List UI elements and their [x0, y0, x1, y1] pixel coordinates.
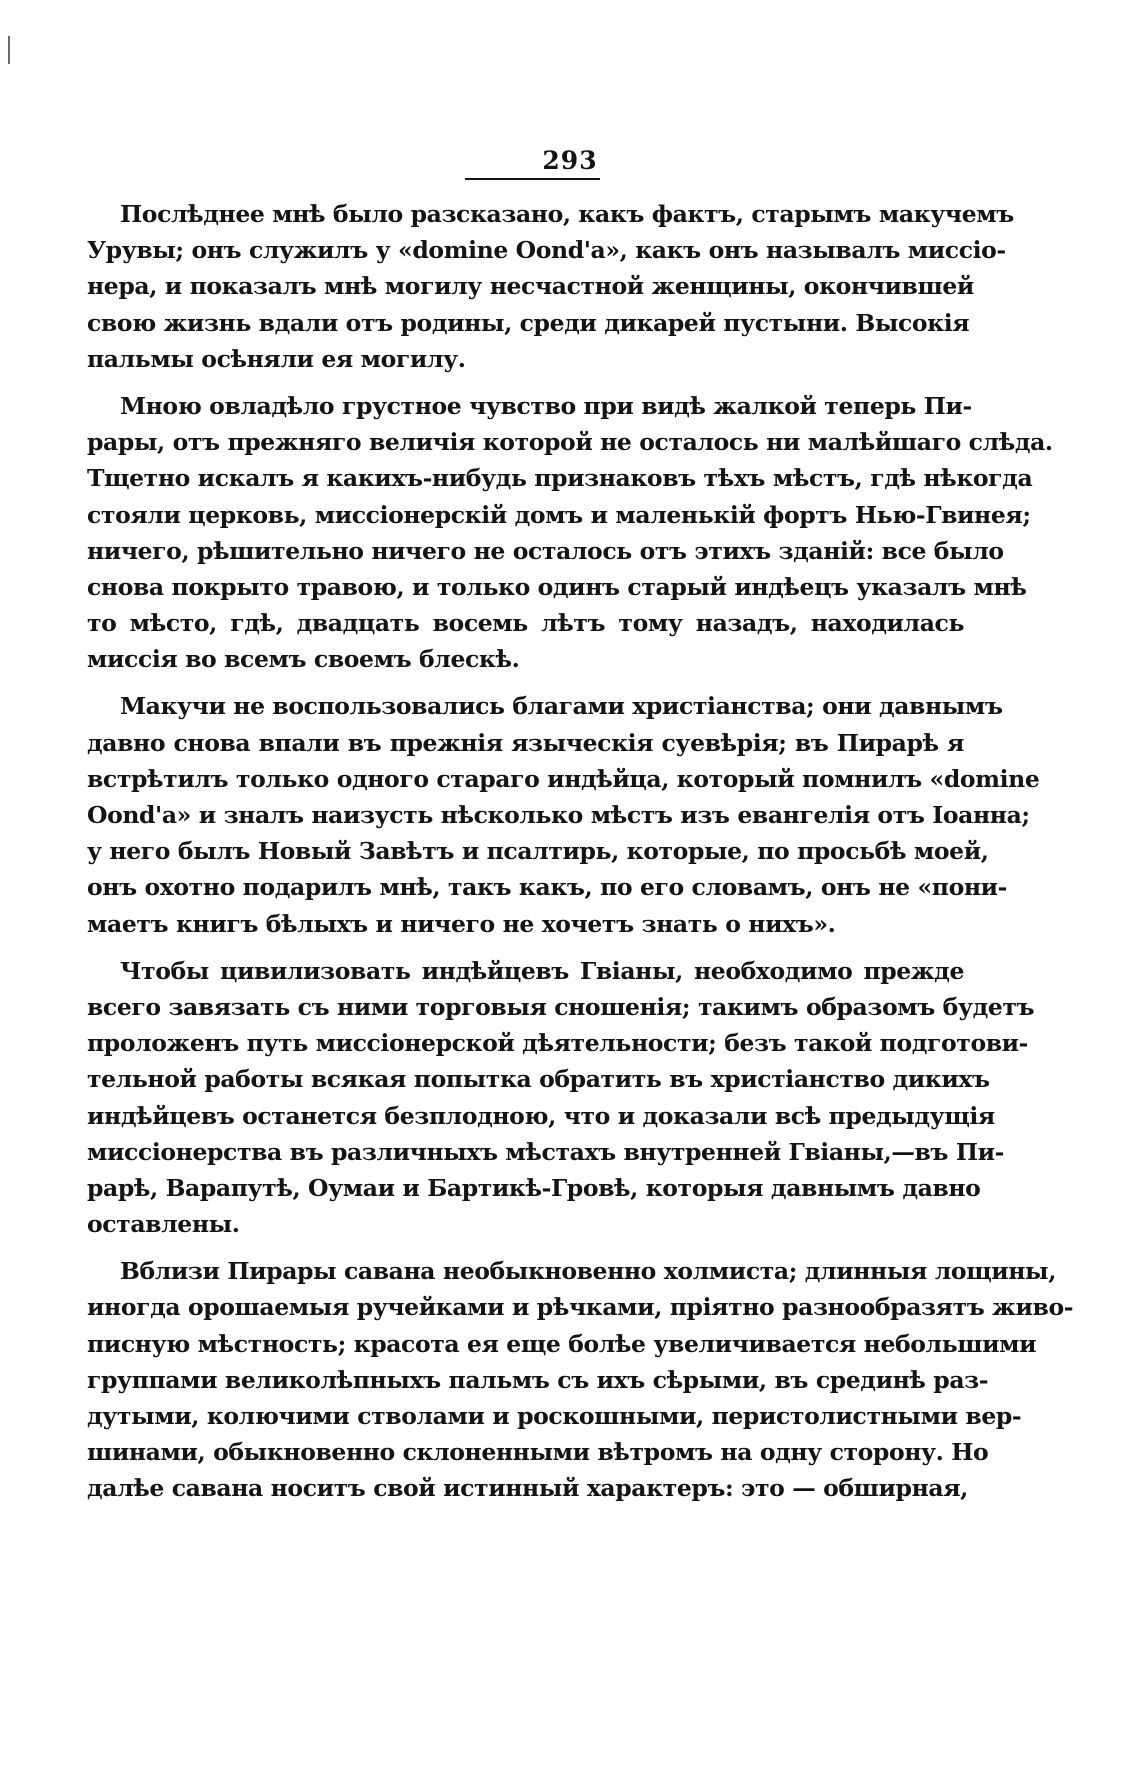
- text-line: Вблизи Пирары савана необыкновенно холмиста; длинныя лощины,: [120, 1257, 1056, 1286]
- text-line: свою жизнь вдали отъ родины, среди дикарей пустыни. Высокія: [87, 308, 970, 337]
- body-text: [87, 196, 1074, 1518]
- paragraph-4: [87, 953, 1035, 1243]
- paragraph-5: [87, 1253, 1074, 1506]
- text-line: индѣйцевъ останется безплодною, что и доказали всѣ предыдущія: [87, 1101, 995, 1130]
- scan-edge-mark: [8, 36, 10, 64]
- text-line: проложенъ путь миссіонерской дѣятельности; безъ такой подготови-: [87, 1029, 1029, 1058]
- text-line: маетъ книгъ бѣлыхъ и ничего не хочетъ знать о нихъ».: [87, 909, 836, 938]
- text-line: дутыми, колючими стволами и роскошными, перистолистными вер-: [87, 1402, 1022, 1430]
- text-line: стояли церковь, миссіонерскій домъ и маленькій фортъ Нью-Гвинея;: [87, 500, 1031, 529]
- text-line: пальмы осѣняли ея могилу.: [87, 344, 466, 373]
- text-line: у него былъ Новый Завѣтъ и псалтирь, которые, по просьбѣ моей,: [87, 837, 989, 866]
- text-line: Чтобы цивилизовать индѣйцевъ Гвіаны, необходимо прежде: [120, 956, 964, 985]
- text-line: Мною овладѣло грустное чувство при видѣ жалкой теперь Пи-: [120, 391, 972, 420]
- text-line: шинами, обыкновенно склоненными вѣтромъ на одну сторону. Но: [87, 1438, 989, 1467]
- text-line: иногда орошаемыя ручейками и рѣчками, пріятно разнообразятъ живо-: [87, 1293, 1074, 1322]
- text-line: Урувы; онъ служилъ у «domine Oond'a», какъ онъ называлъ миссіо-: [87, 236, 1006, 265]
- text-line: рарѣ, Варапутѣ, Оумаи и Бартикѣ-Гровѣ, которыя давнымъ давно: [87, 1173, 981, 1202]
- text-line: тельной работы всякая попытка обратить въ христіанство дикихъ: [87, 1065, 990, 1094]
- text-line: Макучи не воспользовались благами христіанства; они давнымъ: [120, 692, 1003, 721]
- text-line: рары, отъ прежняго величія которой не осталось ни малѣйшаго слѣда.: [87, 428, 1053, 457]
- page-number: 293: [542, 146, 598, 175]
- text-line: то мѣсто, гдѣ, двадцать восемь лѣтъ тому назадъ, находилась: [87, 609, 964, 638]
- text-line: Послѣднее мнѣ было разсказано, какъ фактъ, старымъ макучемъ: [120, 200, 1014, 228]
- text-line: группами великолѣпныхъ пальмъ съ ихъ сѣрыми, въ срединѣ раз-: [87, 1365, 989, 1394]
- paragraph-2: [87, 388, 1053, 678]
- text-line: всего завязать съ ними торговыя сношенія; такимъ образомъ будетъ: [87, 992, 1035, 1021]
- text-line: писную мѣстность; красота ея еще болѣе увеличивается небольшими: [87, 1329, 1037, 1358]
- text-line: встрѣтилъ только одного стараго индѣйца, который помнилъ «domine: [87, 764, 1040, 793]
- text-line: Oond'a» и зналъ наизусть нѣсколько мѣстъ изъ евангелія отъ Іоанна;: [87, 801, 1030, 829]
- text-line: снова покрыто травою, и только одинъ старый индѣецъ указалъ мнѣ: [87, 572, 1027, 601]
- text-line: далѣе савана носитъ свой истинный характеръ: это — обширная,: [87, 1474, 968, 1503]
- text-line: миссіонерства въ различныхъ мѣстахъ внутренней Гвіаны,—въ Пи-: [87, 1137, 1005, 1166]
- text-line: оставлены.: [87, 1210, 240, 1239]
- text-line: миссія во всемъ своемъ блескѣ.: [87, 645, 520, 674]
- page-number-rule: [465, 178, 600, 180]
- text-line: давно снова впали въ прежнія языческія суевѣрія; въ Пирарѣ я: [87, 728, 964, 757]
- paragraph-3: [87, 688, 1040, 941]
- text-line: Тщетно искалъ я какихъ-нибудь признаковъ тѣхъ мѣстъ, гдѣ нѣкогда: [87, 464, 1033, 493]
- text-line: нера, и показалъ мнѣ могилу несчастной женщины, окончившей: [87, 272, 974, 301]
- text-line: ничего, рѣшительно ничего не осталось отъ этихъ зданій: все было: [87, 536, 1004, 565]
- paragraph-1: [87, 196, 1014, 377]
- text-line: онъ охотно подарилъ мнѣ, такъ какъ, по его словамъ, онъ не «пони-: [87, 873, 1008, 902]
